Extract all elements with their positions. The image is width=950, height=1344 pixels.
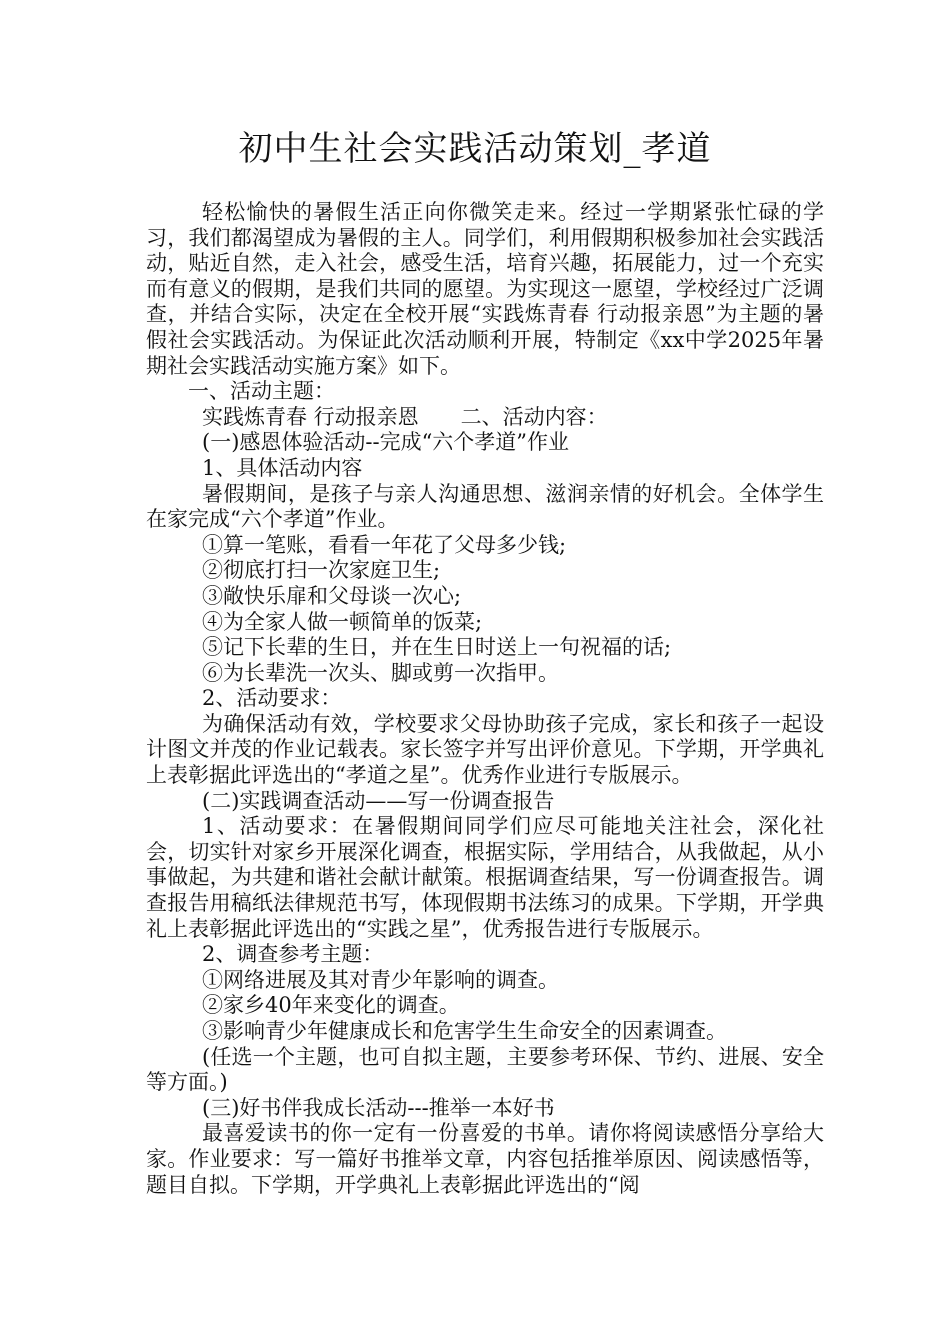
paragraph: 实践炼青春 行动报亲恩 二、活动内容： [202,404,608,429]
paragraph: (三)好书伴我成长活动---推举一本好书 [202,1095,555,1120]
paragraph: 为确保活动有效，学校要求父母协助孩子完成，家长和孩子一起设计图文并茂的作业记载表。家长签字并写出评价意见。下学期，开学典礼上表彰据此评选出的“孝道之星”。优秀作业进行专版展示。 [146,711,824,788]
paragraph: 1、活动要求：在暑假期间同学们应尽可能地关注社会，深化社会，切实针对家乡开展深化调查，根据实际，学用结合，从我做起，从小事做起，为共建和谐社会献计献策。根据调查结果，写一份调查报告。调查报告用稿纸法律规范书写，体现假期书法练习的成果。下学期，开学典礼上表彰据此评选出的“实践之星”，优秀报告进行专版展示。 [146,814,824,941]
document-title: 初中生社会实践活动策划_孝道 [238,129,712,169]
paragraph: (任选一个主题，也可自拟主题，主要参考环保、节约、进展、安全等方面。) [146,1044,824,1095]
paragraph: (一)感恩体验活动--完成“六个孝道”作业 [202,430,570,455]
paragraph: ①网络进展及其对青少年影响的调查。 [202,967,559,992]
paragraph: ③影响青少年健康成长和危害学生生命安全的因素调查。 [202,1019,727,1043]
paragraph: 一、活动主题： [188,379,335,404]
paragraph: 2、活动要求： [202,686,342,711]
paragraph: ②彻底打扫一次家庭卫生; [202,558,441,583]
paragraph: 暑假期间，是孩子与亲人沟通思想、滋润亲情的好机会。全体学生在家完成“六个孝道”作业。 [146,481,824,532]
document-body [146,200,824,1198]
paragraph: ①算一笔账，看看一年花了父母多少钱; [202,532,567,557]
paragraph: 轻松愉快的暑假生活正向你微笑走来。经过一学期紧张忙碌的学习，我们都渴望成为暑假的主人。同学们，利用假期积极参加社会实践活动，贴近自然，走入社会，感受生活，培育兴趣，拓展能力，过一个充实而有意义的假期，是我们共同的愿望。为实现这一愿望，学校经过广泛调查，并结合实际，决定在全校开展“实践炼青春 行动报亲恩”为主题的暑假社会实践活动。为保证此次活动顺利开展，特制定《xx中学2025年暑期社会实践活动实施方案》如下。 [146,200,824,378]
paragraph: ⑤记下长辈的生日，并在生日时送上一句祝福的话; [202,635,672,660]
paragraph: ⑥为长辈洗一次头、脚或剪一次指甲。 [202,660,559,685]
paragraph: ④为全家人做一顿简单的饭菜; [202,609,483,634]
paragraph: (二)实践调查活动——写一份调查报告 [202,788,555,813]
paragraph: 最喜爱读书的你一定有一份喜爱的书单。请你将阅读感悟分享给大家。作业要求：写一篇好书推举文章，内容包括推举原因、阅读感悟等，题目自拟。下学期，开学典礼上表彰据此评选出的“阅 [146,1121,824,1197]
paragraph: 2、调查参考主题： [202,942,384,967]
paragraph: 1、具体活动内容 [202,455,363,480]
paragraph: ②家乡40年来变化的调查。 [202,993,460,1018]
paragraph: ③敞快乐扉和父母谈一次心; [202,583,462,608]
